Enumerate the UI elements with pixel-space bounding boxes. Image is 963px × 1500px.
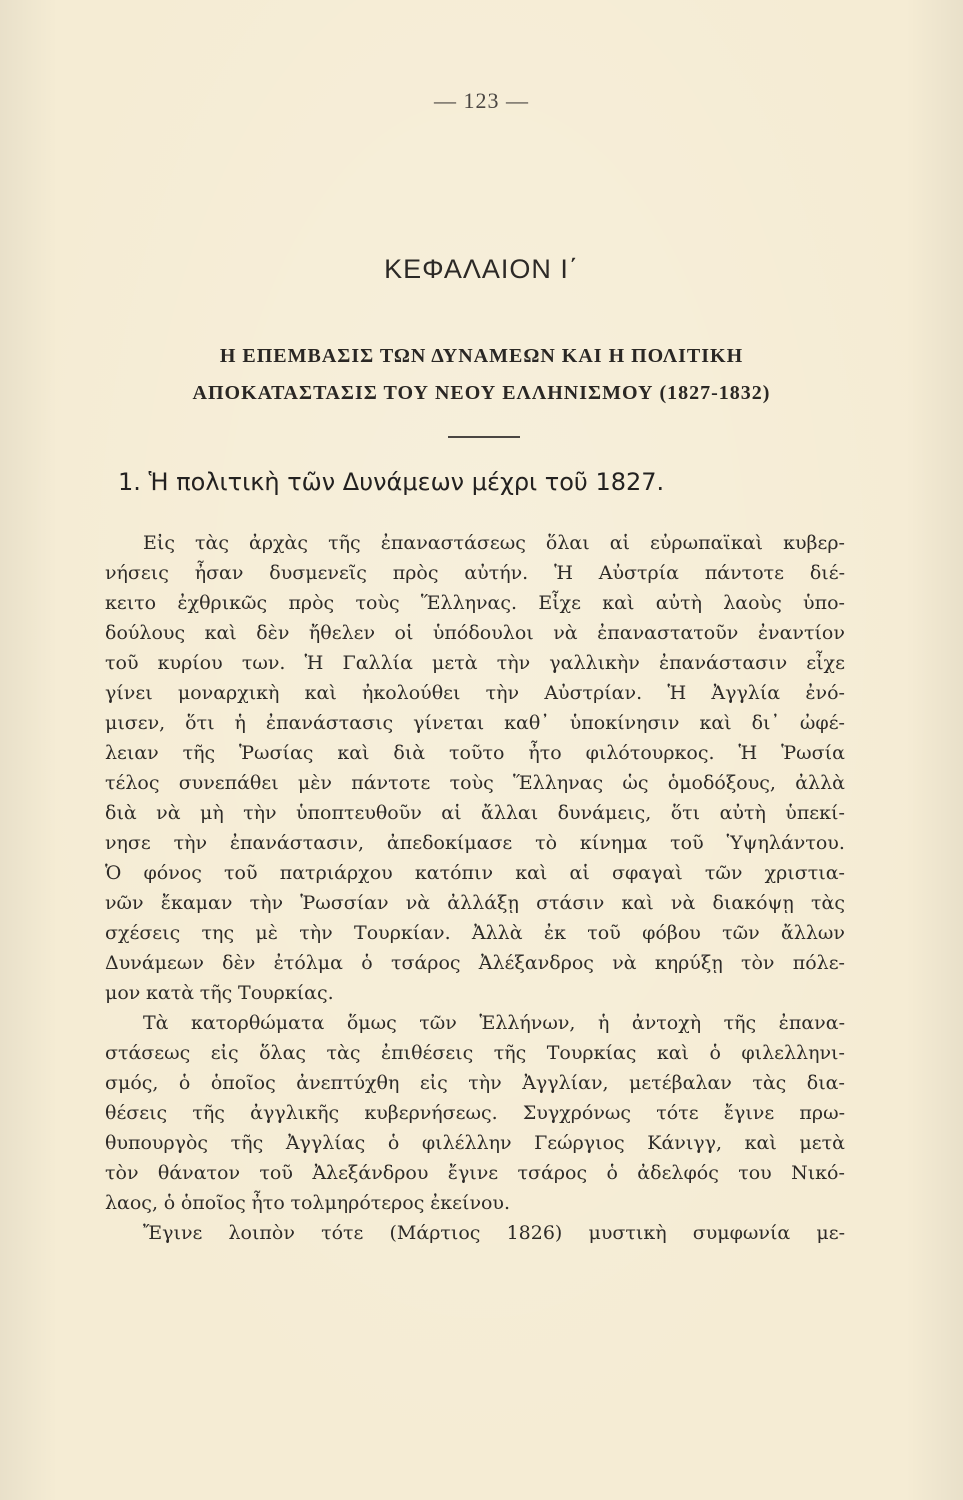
chapter-heading: ΚΕΦΑΛΑΙΟΝ Ι΄ [384,254,579,284]
word: τὸ [535,832,558,854]
word: δυσμενεῖς [269,562,367,584]
text-line [105,558,845,588]
word: Εἰς [143,532,175,554]
word: Ἑλλήνων, [479,1012,576,1034]
word: λαος, [105,1192,158,1214]
word: πρω- [799,1102,845,1124]
word: Ἡ [738,742,758,764]
word: λειαν [105,742,159,764]
word: τὸν [105,1162,139,1184]
word: μοναρχικὴ [177,682,280,704]
chapter-title-line: ΑΠΟΚΑΤΑΣΤΑΣΙΣ ΤΟΥ ΝΕΟΥ ΕΛΛΗΝΙΣΜΟΥ (1827-1832) [192,382,771,404]
text-line [105,768,845,798]
word: ὁ [606,1162,618,1184]
word: γίνεται [413,712,485,734]
word: Ῥωσσίαν [300,892,389,914]
page-number: — 123 — [434,88,529,113]
text-line [105,678,845,708]
word: Συγχρόνως [522,1102,632,1124]
word: τολμηρότερος [290,1192,425,1214]
chapter-title [0,338,963,412]
word: ὑποκίνησιν [569,712,680,734]
word: τὰς [326,1042,361,1064]
word: ἐπαναστάσεως [380,532,526,554]
word: Τουρκίας. [238,982,334,1004]
word: εἰς [210,1042,239,1064]
word: ὁ [387,1132,400,1154]
word: δι᾽ [751,712,780,734]
word: πόλε- [792,952,845,974]
word: κυβερ- [783,532,845,554]
word: Τὰ [143,1012,169,1034]
word: ὅλας [259,1042,307,1064]
word: φιλελληνι- [741,1042,845,1064]
word: ὠφέ- [799,712,845,734]
text-line [105,708,845,738]
word: ὑπο- [803,592,845,614]
word: διακόψῃ [712,892,794,914]
word: τοῦ [259,1162,293,1184]
word: μὲν [297,772,332,794]
word: Τουρκίαν. [354,922,451,944]
word: Ὑψηλάντου. [726,832,845,854]
word: σμός, [105,1072,159,1094]
text-line [105,1158,845,1188]
text-line [105,828,845,858]
word: 1826) [506,1222,563,1244]
word: τοῦ [105,652,139,674]
word: ἀδελφός [637,1162,719,1184]
word: τὴν [496,652,531,674]
word: ἐπανάστασιν [658,652,788,674]
text-line [105,1128,845,1158]
word: αὐτήν. [464,562,529,584]
text-line [105,738,845,768]
word: μὲ [255,922,278,944]
word: διὰ [393,742,426,764]
word: τὸν [740,952,775,974]
word: μετὰ [432,652,478,674]
word: ἐχθρικῶς [177,592,268,614]
word: φόνος [143,862,202,884]
word: αὐτὴ [655,592,702,614]
word: Εἶχε [538,592,582,614]
word: ἀλλὰ [795,772,845,794]
word: αἱ [609,532,630,554]
word: πατριάρχου [279,862,393,884]
word: νήσεις [105,562,169,584]
word: ἀντοχὴ [631,1012,702,1034]
word: θάνατον [157,1162,241,1184]
word: αὐτὴ [719,802,766,824]
word: διέ- [809,562,845,584]
word: Ἀλεξάνδρου [312,1162,429,1184]
word: φιλότουρκος. [585,742,715,764]
word: πάντοτε [704,562,784,584]
word: ἐπαναστατοῦν [597,622,739,644]
word: ἐκείνου. [430,1192,511,1214]
word: σχέσεις [105,922,181,944]
word: Αὐστρίαν. [544,682,643,704]
word: γαλλικὴν [549,652,640,674]
word: μὴ [199,802,224,824]
word: νὰ [670,892,696,914]
word: ἄλλαι [480,802,539,824]
word: νὰ [405,892,431,914]
word: Ἡ [667,682,687,704]
word: Δυνάμεων [105,952,204,974]
word: τοῦ [587,922,621,944]
word: Ἕλληνας. [420,592,518,614]
word: ἐκ [543,922,566,944]
section-heading: 1. Ἡ πολιτικὴ τῶν Δυνάμεων μέχρι τοῦ 1827. [118,468,665,496]
word: λοιπὸν [228,1222,295,1244]
word: χριστια- [764,862,845,884]
word: κυρίου [157,652,223,674]
word: ἀνεπτύχθη [296,1072,400,1094]
word: καθ᾽ [504,712,550,734]
word: τὰς [810,892,845,914]
word: ἦτο [251,1192,285,1214]
word: μετὰ [799,1132,845,1154]
text-line [105,948,845,978]
word: ἐπανα- [778,1012,845,1034]
word: σφαγαὶ [611,862,683,884]
word: Ὁ [105,862,122,884]
word: στάσεως [105,1042,191,1064]
word: Ἀλέξανδρος [478,952,594,974]
word: Ἕλληνας [513,772,604,794]
word: ἠκολούθει [361,682,461,704]
text-line [105,978,845,1008]
word: καὶ [699,712,732,734]
word: Τουρκίας [546,1042,637,1064]
word: καὶ [304,682,337,704]
word: ὁμοδόξους, [667,772,776,794]
word: καὶ [204,622,237,644]
word: ἐπιθέσεις [380,1042,474,1064]
text-line [105,798,845,828]
word: τσάρος [517,1162,588,1184]
word: ὅτι [185,712,215,734]
word: ὅτι [670,802,701,824]
word: δυνάμεις, [557,802,652,824]
word: ἤθελεν [308,622,376,644]
word: τότε [321,1222,364,1244]
word: γίνει [105,682,153,704]
word: Κάνιγγ, [647,1132,723,1154]
word: Ἀγγλίας [285,1132,366,1154]
word: οἱ [394,622,414,644]
word: δια- [806,1072,845,1094]
word: καὶ [656,1042,689,1064]
word: τῶν [419,1012,457,1034]
word: τὴν [299,922,333,944]
word: πρὸς [288,592,335,614]
word: μισεν, [105,712,166,734]
word: ὡς [622,772,649,794]
word: τῆς [493,1042,527,1064]
text-line [105,1068,845,1098]
word: τὴν [249,892,284,914]
word: λαοὺς [723,592,782,614]
word: καὶ [744,1132,777,1154]
word: Ῥωσία [781,742,845,764]
word: τὴν [468,1072,502,1094]
word: εἰς [419,1072,448,1094]
word: κειτο [105,592,157,614]
word: ἔκαμαν [160,892,233,914]
word: ὁ [709,1042,721,1064]
word: τῆς [723,1012,757,1034]
text-line [105,918,845,948]
word: νῶν [105,892,144,914]
word: Ἀλλὰ [471,922,523,944]
word: Ἀγγλία [711,682,781,704]
word: νὰ [553,622,578,644]
word: ἐπανάστασις [265,712,394,734]
word: Ῥωσίας [239,742,314,764]
text-line [105,888,845,918]
word: καὶ [337,742,370,764]
word: ἔγινε [723,1102,775,1124]
word: φιλέλλην [421,1132,512,1154]
word: αἱ [569,862,590,884]
word: κατὰ [146,982,195,1004]
title-divider [448,436,520,438]
word: Γεώργιος [534,1132,625,1154]
word: τὰς [752,1072,787,1094]
word: Ἔγινε [143,1222,203,1244]
word: τοὺς [355,592,400,614]
word: καὶ [515,862,548,884]
text-line [105,1038,845,1068]
word: κηρύξῃ [654,952,723,974]
word: φόβου [642,922,701,944]
word: τὴν [485,682,520,704]
word: τοῦτο [449,742,505,764]
word: συνεπάθει [178,772,279,794]
text-line [105,1098,845,1128]
word: ἀγγλικῆς [250,1102,340,1124]
word: τῶν [704,862,743,884]
word: κατορθώματα [191,1012,325,1034]
word: δὲν [222,952,256,974]
text-line [105,1188,845,1218]
word: ἐνό- [805,682,845,704]
word: κατόπιν [414,862,494,884]
word: τοὺς [449,772,494,794]
word: κυβερνήσεως. [364,1102,498,1124]
word: εἶχε [806,652,845,674]
word: ἐπανάστασιν, [229,832,365,854]
chapter-title-line: Η ΕΠΕΜΒΑΣΙΣ ΤΩΝ ΔΥΝΑΜΕΩΝ ΚΑΙ Η ΠΟΛΙΤΙΚΗ [219,345,744,367]
word: ὅλαι [545,532,590,554]
text-line [105,1008,845,1038]
body-text [105,528,845,1248]
word: ὑπεκί- [785,802,845,824]
word: ὅμως [346,1012,397,1034]
word: ἔγινε [447,1162,499,1184]
word: τσάρος [390,952,461,974]
word: ἦσαν [194,562,244,584]
word: τῆς [182,742,216,764]
text-line [105,648,845,678]
word: κίνημα [579,832,648,854]
word: δὲν [256,622,290,644]
text-line [105,528,845,558]
word: μετέβαλαν [629,1072,732,1094]
word: θυπουργὸς [105,1132,209,1154]
word: ἄλλων [781,922,845,944]
word: ὑποπτευθοῦν [296,802,422,824]
word: Ἡ [554,562,573,584]
word: με- [816,1222,845,1244]
word: εὐρωπαϊκαὶ [650,532,764,554]
word: πάντοτε [351,772,431,794]
word: τοῦ [670,832,704,854]
text-line [105,618,845,648]
word: τὴν [243,802,277,824]
word: τὴν [173,832,208,854]
word: Γαλλία [342,652,413,674]
word: του [738,1162,772,1184]
word: της [201,922,235,944]
word: ἦτο [528,742,562,764]
word: μον [105,982,141,1004]
word: ὁ [178,1072,191,1094]
word: τέλος [105,772,160,794]
word: ἀρχὰς [249,532,309,554]
word: Ἀγγλίαν, [522,1072,609,1094]
word: ἡ [234,712,246,734]
word: ὁποῖος [180,1192,246,1214]
word: τῆς [230,1132,264,1154]
word: δούλους [105,622,186,644]
text-line [105,858,845,888]
word: ὁποῖος [210,1072,276,1094]
word: ὁ [163,1192,176,1214]
word: Αὐστρία [598,562,679,584]
word: νὰ [612,952,637,974]
text-line [105,588,845,618]
word: στάσιν [536,892,605,914]
word: αἱ [441,802,462,824]
word: ἐτόλμα [273,952,343,974]
word: τῆς [192,1102,225,1124]
word: θέσεις [105,1102,168,1124]
word: τῶν [722,922,760,944]
word: τότε [656,1102,699,1124]
word: ὑπόδουλοι [432,622,534,644]
word: τὰς [195,532,229,554]
word: τῆς [199,982,233,1004]
word: (Μάρτιος [389,1222,481,1244]
word: νὰ [156,802,181,824]
word: ἐναντίον [757,622,845,644]
word: διὰ [105,802,137,824]
word: καὶ [621,892,654,914]
word: Ἡ [304,652,324,674]
text-line [105,1218,845,1248]
word: ὁ [361,952,373,974]
word: νησε [105,832,151,854]
word: των. [241,652,286,674]
word: καὶ [602,592,635,614]
word: τοῦ [224,862,258,884]
word: ἡ [597,1012,610,1034]
word: Νικό- [791,1162,845,1184]
word: πρὸς [392,562,439,584]
word: τῆς [328,532,361,554]
word: ἀπεδοκίμασε [386,832,513,854]
word: συμφωνία [692,1222,791,1244]
word: μυστικὴ [588,1222,667,1244]
word: ἀλλάξῃ [447,892,519,914]
